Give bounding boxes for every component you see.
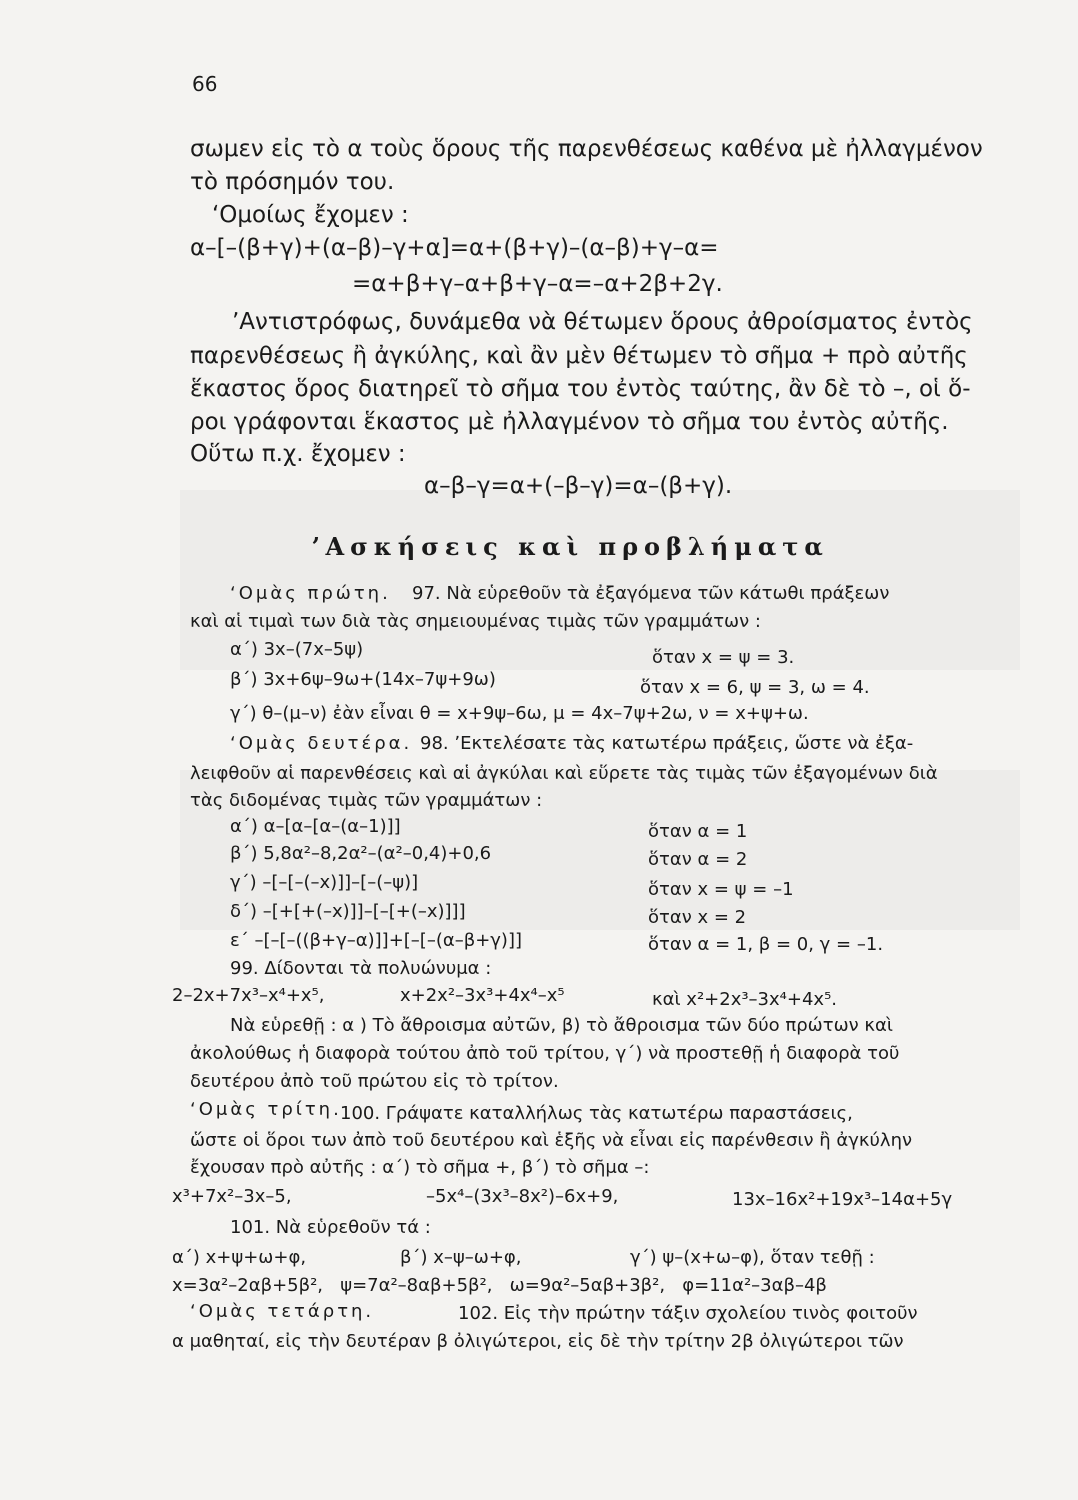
exercise-expr: γ΄) θ–(μ–ν) ἐὰν εἶναι θ = x+9ψ–6ω, μ = 4x–7ψ+2ω, ν = x+ψ+ω. bbox=[230, 703, 809, 724]
exercise-cond: ὅταν x = 2 bbox=[648, 907, 747, 928]
text-line: 97. Νὰ εὑρεθοῦν τὰ ἐξαγόμενα τῶν κάτωθι πράξεων bbox=[412, 583, 890, 604]
text-line: 100. Γράψατε καταλλήλως τὰς κατωτέρω παραστάσεις, bbox=[340, 1103, 853, 1124]
section-heading: ʼΑσκήσεις καὶ προβλήματα bbox=[311, 532, 829, 561]
text-line: καὶ αἱ τιμαὶ των διὰ τὰς σημειουμένας τιμὰς τῶν γραμμάτων : bbox=[190, 611, 761, 632]
exercise-cond: ὅταν α = 1 bbox=[648, 821, 748, 842]
group-label: ʻΟμὰς τρίτη. bbox=[190, 1099, 342, 1120]
exercise-expr: γ΄) –[–[–(–x)]]–[–(–ψ)] bbox=[230, 872, 419, 893]
text-line: ἀκολούθως ἡ διαφορὰ τούτου ἀπὸ τοῦ τρίτου, γ΄) νὰ προστεθῇ ἡ διαφορὰ τοῦ bbox=[190, 1043, 900, 1064]
text-line: σωμεν εἰς τὸ α τοὺς ὅρους τῆς παρενθέσεως καθένα μὲ ἠλλαγμένον bbox=[190, 136, 983, 162]
polynomial: καὶ x²+2x³–3x⁴+4x⁵. bbox=[652, 989, 838, 1010]
text-line: δευτέρου ἀπὸ τοῦ πρώτου εἰς τὸ τρίτον. bbox=[190, 1071, 559, 1092]
text-line: 101. Νὰ εὑρεθοῦν τά : bbox=[230, 1217, 431, 1238]
expression: x=3α²–2αβ+5β², ψ=7α²–8αβ+5β², ω=9α²–5αβ+3β², φ=11α²–3αβ–4β bbox=[172, 1275, 827, 1296]
page-number: 66 bbox=[192, 72, 218, 96]
exercise-cond: ὅταν α = 2 bbox=[648, 849, 748, 870]
text-line: ʻΟμοίως ἔχομεν : bbox=[212, 202, 409, 228]
exercise-cond: ὅταν x = ψ = –1 bbox=[648, 879, 794, 900]
expression: –5x⁴–(3x³–8x²)–6x+9, bbox=[426, 1186, 619, 1207]
exercise-expr: δ΄) –[+[+(–x)]]–[–[+(–x)]]] bbox=[230, 901, 466, 922]
text-line: τὸ πρόσημόν του. bbox=[190, 169, 395, 195]
group-label: ʻΟμὰς δευτέρα. bbox=[230, 733, 413, 754]
expression: β΄) x–ψ–ω+φ, bbox=[400, 1247, 522, 1268]
expression: 13x–16x²+19x³–14α+5γ bbox=[732, 1189, 953, 1210]
exercise-cond: ὅταν x = ψ = 3. bbox=[652, 647, 795, 668]
exercise-expr: ε΄ –[–[–((β+γ–α)]]+[–[–(α–β+γ)]] bbox=[230, 930, 522, 951]
exercise-cond: ὅταν α = 1, β = 0, γ = –1. bbox=[648, 934, 884, 955]
group-label: ʻΟμὰς τετάρτη. bbox=[190, 1301, 375, 1322]
exercise-expr: α΄) 3x–(7x–5ψ) bbox=[230, 639, 364, 660]
expression: γ΄) ψ–(x+ω–φ), ὅταν τεθῇ : bbox=[630, 1247, 875, 1268]
text-line: ʼΑντιστρόφως, δυνάμεθα νὰ θέτωμεν ὅρους ἀθροίσματος ἐντὸς bbox=[232, 309, 973, 335]
text-line: ὥστε οἱ ὅροι των ἀπὸ τοῦ δευτέρου καὶ ἑξῆς νὰ εἶναι εἰς παρένθεσιν ἢ ἀγκύλην bbox=[190, 1130, 913, 1151]
text-line: Νὰ εὑρεθῇ : α ) Τὸ ἄθροισμα αὐτῶν, β) τὸ ἄθροισμα τῶν δύο πρώτων καὶ bbox=[230, 1015, 893, 1036]
text-line: Οὕτω π.χ. ἔχομεν : bbox=[190, 441, 406, 467]
equation: α–β–γ=α+(–β–γ)=α–(β+γ). bbox=[424, 473, 733, 499]
text-line: ἔχουσαν πρὸ αὐτῆς : α΄) τὸ σῆμα +, β΄) τὸ σῆμα –: bbox=[190, 1157, 650, 1178]
text-line: 98. ʼΕκτελέσατε τὰς κατωτέρω πράξεις, ὥστε νὰ ἐξα- bbox=[420, 733, 914, 754]
exercise-expr: β΄) 3x+6ψ–9ω+(14x–7ψ+9ω) bbox=[230, 669, 496, 690]
equation: α–[–(β+γ)+(α–β)–γ+α]=α+(β+γ)–(α–β)+γ–α= bbox=[190, 235, 719, 261]
text-line: 99. Δίδονται τὰ πολυώνυμα : bbox=[230, 958, 492, 979]
expression: x³+7x²–3x–5, bbox=[172, 1186, 292, 1207]
exercise-expr: β΄) 5,8α²–8,2α²–(α²–0,4)+0,6 bbox=[230, 843, 492, 864]
text-line: τὰς διδομένας τιμὰς τῶν γραμμάτων : bbox=[190, 790, 543, 811]
expression: α΄) x+ψ+ω+φ, bbox=[172, 1247, 307, 1268]
text-line: ἕκαστος ὅρος διατηρεῖ τὸ σῆμα του ἐντὸς ταύτης, ἂν δὲ τὸ –, οἱ ὅ- bbox=[190, 376, 971, 402]
polynomial: 2–2x+7x³–x⁴+x⁵, bbox=[172, 985, 325, 1006]
exercise-expr: α΄) α–[α–[α–(α–1)]] bbox=[230, 816, 401, 837]
text-line: 102. Εἰς τὴν πρώτην τάξιν σχολείου τινὸς φοιτοῦν bbox=[458, 1303, 918, 1324]
polynomial: x+2x²–3x³+4x⁴–x⁵ bbox=[400, 985, 565, 1006]
text-line: α μαθηταί, εἰς τὴν δευτέραν β ὀλιγώτεροι, εἰς δὲ τὴν τρίτην 2β ὀλιγώτεροι τῶν bbox=[172, 1331, 904, 1352]
exercise-cond: ὅταν x = 6, ψ = 3, ω = 4. bbox=[640, 677, 870, 698]
equation: =α+β+γ–α+β+γ–α=–α+2β+2γ. bbox=[352, 271, 723, 297]
text-line: ροι γράφονται ἕκαστος μὲ ἠλλαγμένον τὸ σῆμα του ἐντὸς αὐτῆς. bbox=[190, 409, 949, 435]
group-label: ʻΟμὰς πρώτη. bbox=[230, 583, 391, 604]
text-line: λειφθοῦν αἱ παρενθέσεις καὶ αἱ ἀγκύλαι καὶ εὕρετε τὰς τιμὰς τῶν ἐξαγομένων διὰ bbox=[190, 763, 938, 784]
text-line: παρενθέσεως ἢ ἀγκύλης, καὶ ἂν μὲν θέτωμεν τὸ σῆμα + πρὸ αὐτῆς bbox=[190, 343, 968, 369]
